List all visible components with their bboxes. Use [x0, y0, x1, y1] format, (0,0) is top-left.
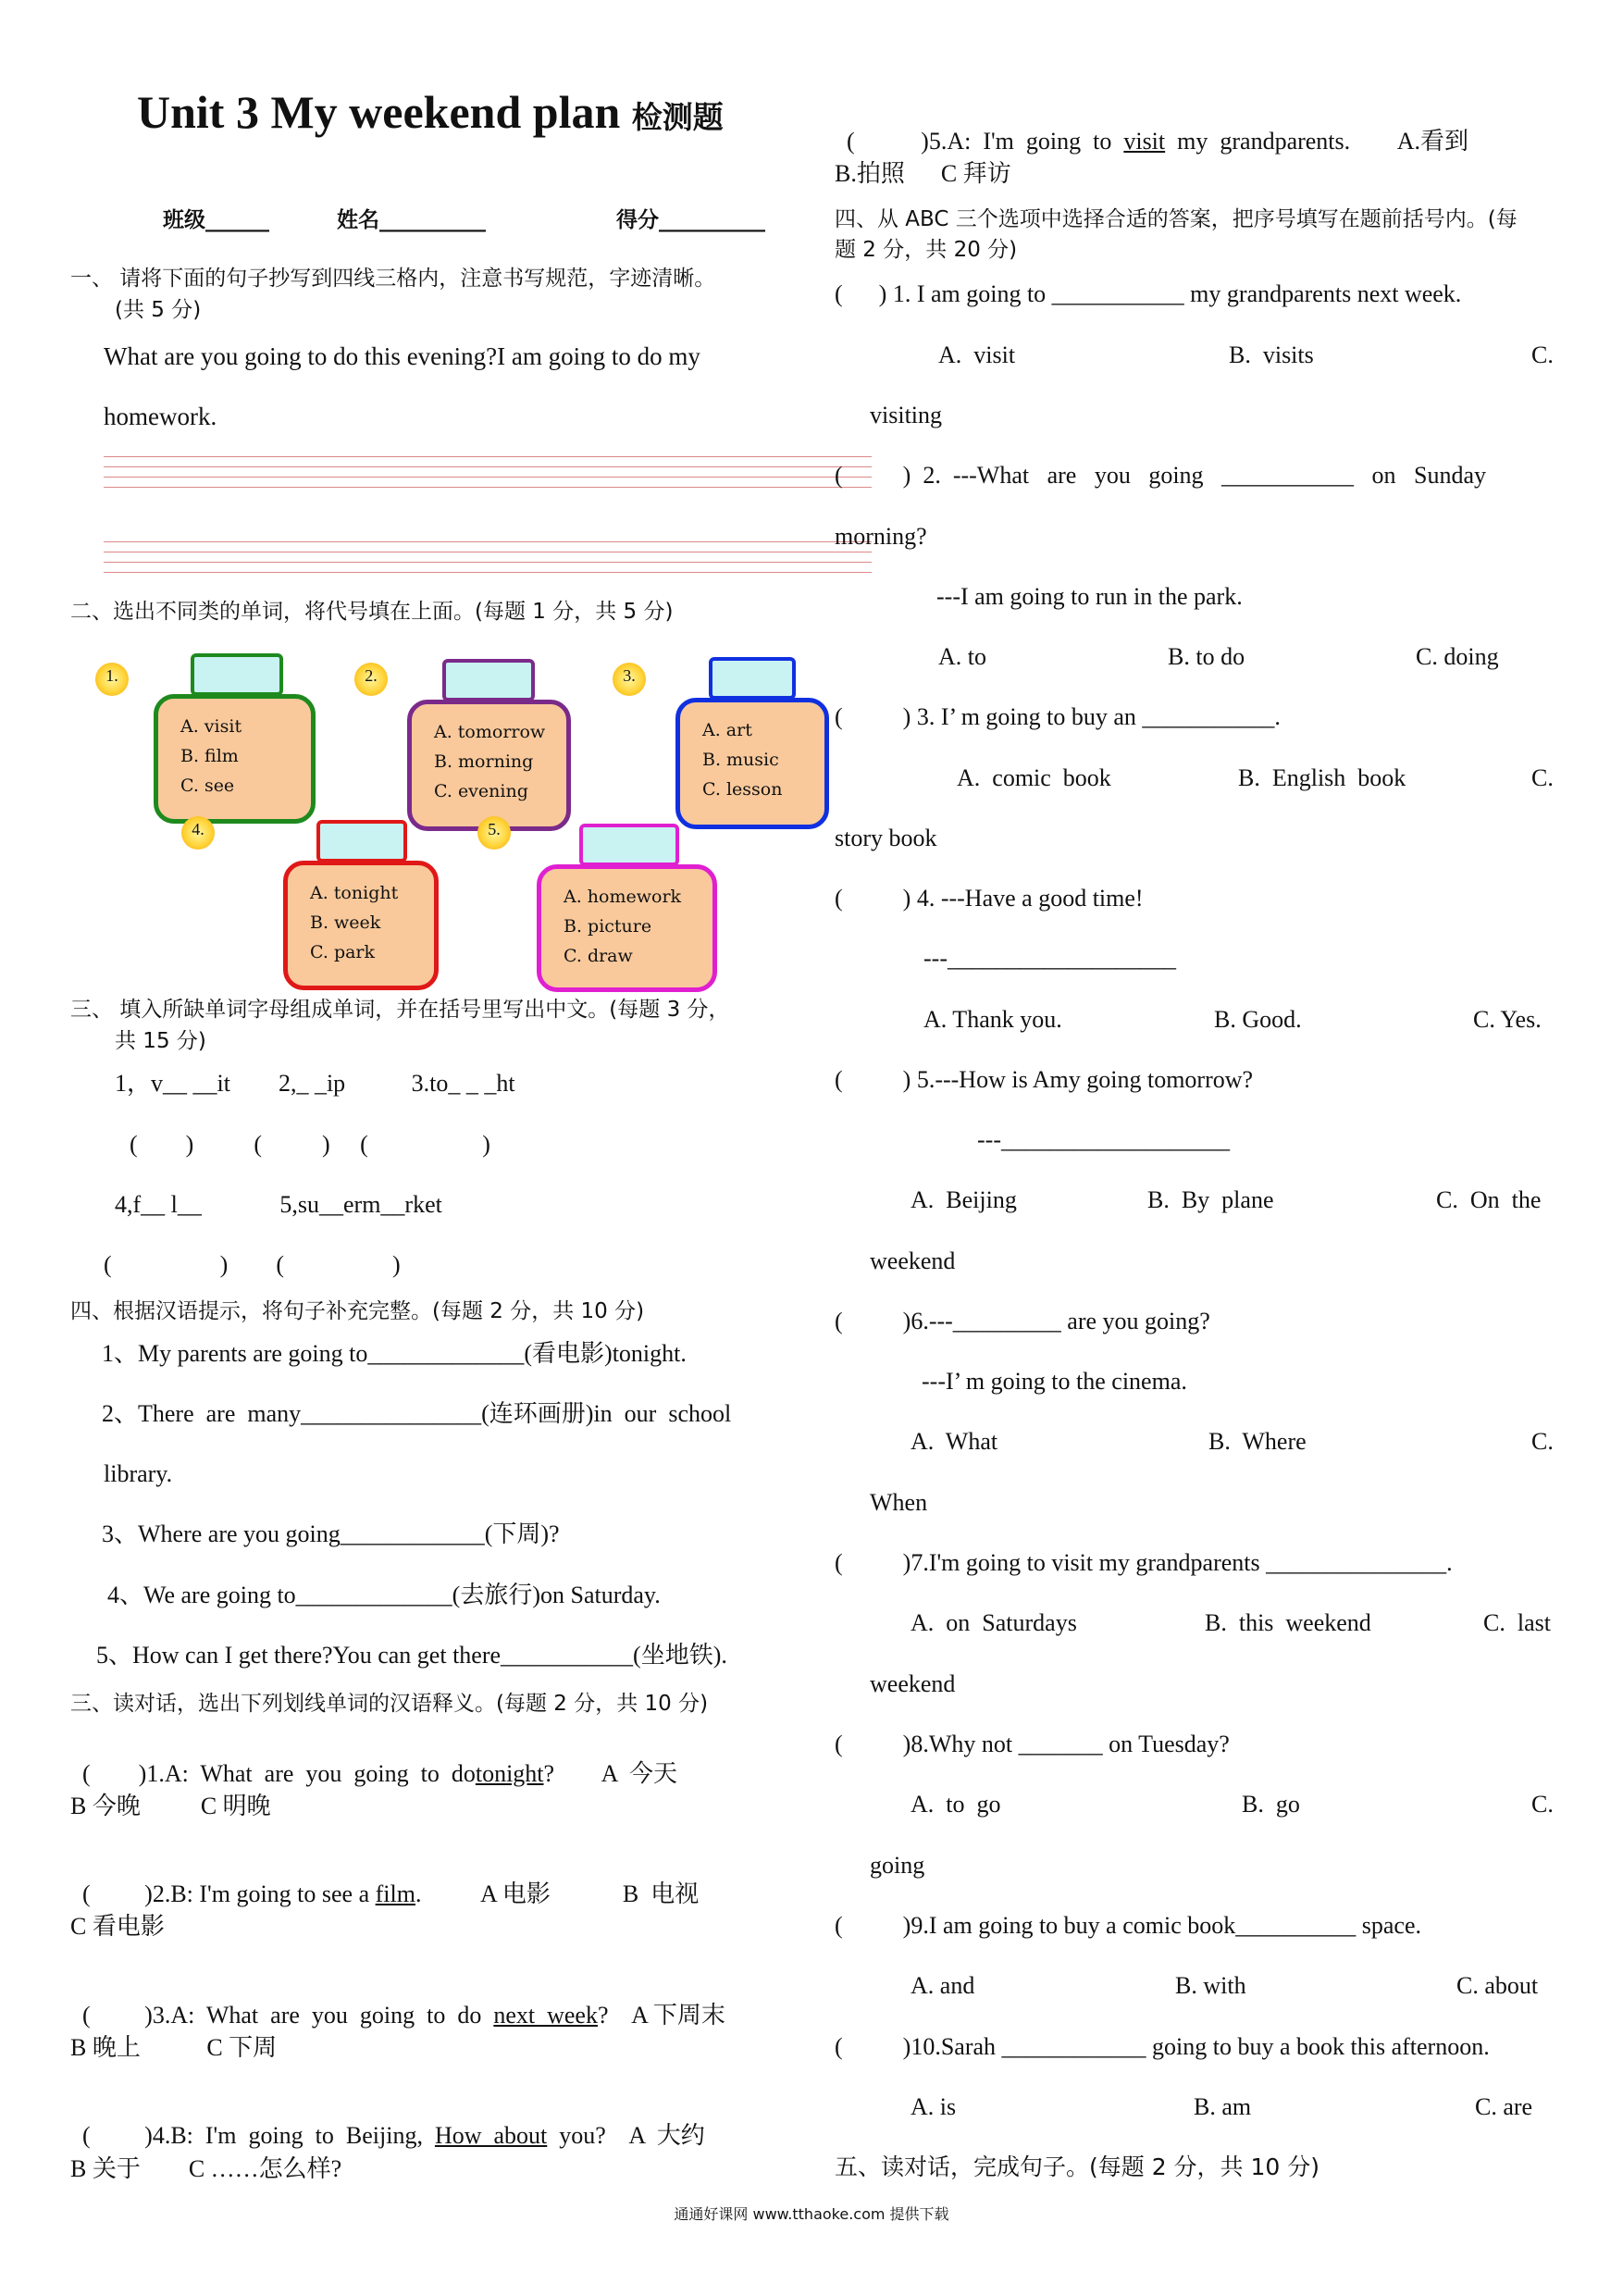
copy-sentence-line-2: homework. [104, 403, 217, 430]
mc-q6-option-c-cont: When [870, 1489, 928, 1516]
mc-q7-option-a[interactable]: A. on Saturdays [911, 1609, 1077, 1636]
mc-q4-option-b[interactable]: B. Good. [1214, 1006, 1302, 1033]
mc-question-2: ( ) 2. ---What are you going ___________ on Sunday [835, 462, 1487, 489]
mc-q9-option-a[interactable]: A. and [911, 1972, 975, 1999]
mc-q6-option-a[interactable]: A. What [911, 1428, 998, 1455]
section-6-heading: 四、从 ABC 三个选项中选择合适的答案，把序号填写在题前括号内。(每 [835, 207, 1518, 231]
sun-icon-5: 5. [477, 816, 511, 850]
page-title: Unit 3 My weekend plan 检测题 [137, 86, 724, 138]
mc-q1-option-b[interactable]: B. visits [1229, 341, 1314, 368]
sun-icon-3: 3. [613, 663, 646, 696]
mc-q9-option-c[interactable]: C. about [1456, 1972, 1539, 1999]
mc-q9-option-b[interactable]: B. with [1175, 1972, 1246, 1999]
mc-question-10: ( )10.Sarah ____________ going to buy a book this afternoon. [835, 2033, 1490, 2060]
mc-q3-option-b[interactable]: B. English book [1238, 764, 1406, 791]
mc-q8-option-c[interactable]: C. [1531, 1791, 1554, 1818]
sun-icon-1: 1. [95, 663, 129, 696]
jar-1-option-b: B. film [180, 746, 239, 766]
sentence-item-2: 2、There are many_______________(连环画册)in our school [102, 1400, 732, 1427]
mc-q6-option-c[interactable]: C. [1531, 1428, 1554, 1455]
sentence-item-2-cont: library. [104, 1460, 173, 1487]
section-6-points: 题 2 分，共 20 分) [835, 238, 1018, 262]
section-3-points: 共 15 分) [115, 1029, 206, 1053]
meaning-question-2-options: C 看电影 [70, 1913, 165, 1940]
mc-question-9: ( )9.I am going to buy a comic book__________ space. [835, 1912, 1421, 1939]
sun-icon-4: 4. [181, 816, 215, 850]
mc-q2-option-c[interactable]: C. doing [1416, 643, 1499, 670]
section-3-heading: 三、 填入所缺单词字母组成单词，并在括号里写出中文。(每题 3 分， [70, 998, 730, 1022]
mc-question-2-cont: morning? [835, 523, 927, 550]
meaning-question-2: ( )2.B: I'm going to see a film. A 电影 B 电视 [82, 1880, 700, 1907]
mc-question-4-blank[interactable]: ---___________________ [923, 945, 1176, 972]
fill-letters-row-1: 1，v__ __it 2,_ _ip 3.to_ _ _ht [115, 1070, 515, 1097]
meaning-question-4: ( )4.B: I'm going to Beijing, How about you? A 大约 [82, 2122, 705, 2149]
copy-sentence-line-1: What are you going to do this evening?I am going to do my [104, 342, 700, 370]
jar-2-option-b: B. morning [434, 751, 534, 772]
sentence-item-1: 1、My parents are going to_____________(看电影)tonight. [102, 1340, 687, 1367]
mc-q5-option-c-cont: weekend [870, 1247, 956, 1274]
sentence-item-5: 5、How can I get there?You can get there___________(坐地铁). [96, 1642, 727, 1669]
mc-question-6-answer: ---I’ m going to the cinema. [922, 1368, 1187, 1395]
mc-q4-option-c[interactable]: C. Yes. [1473, 1006, 1542, 1033]
mc-q8-option-a[interactable]: A. to go [911, 1791, 1001, 1818]
meaning-question-4-options: B 关于 C ……怎么样? [70, 2155, 342, 2182]
fill-letters-row-2-answers[interactable]: ( ) ( ) [104, 1251, 401, 1278]
mc-q2-option-b[interactable]: B. to do [1168, 643, 1245, 670]
mc-question-6: ( )6.---_________ are you going? [835, 1308, 1210, 1334]
mc-question-7: ( )7.I'm going to visit my grandparents _______________. [835, 1549, 1453, 1576]
mc-q8-option-b[interactable]: B. go [1242, 1791, 1300, 1818]
jar-5-option-c: C. draw [564, 946, 633, 966]
mc-q5-option-a[interactable]: A. Beijing [911, 1186, 1017, 1213]
mc-question-5: ( ) 5.---How is Amy going tomorrow? [835, 1066, 1254, 1093]
meaning-question-1-options: B 今晚 C 明晚 [70, 1793, 271, 1819]
jar-3-option-c: C. lesson [702, 779, 783, 800]
mc-q10-option-a[interactable]: A. is [911, 2093, 957, 2120]
jar-5-option-a: A. homework [564, 887, 682, 907]
fill-letters-row-1-answers[interactable]: ( ) ( ) ( ) [130, 1131, 490, 1158]
mc-q1-option-c[interactable]: C. [1531, 341, 1554, 368]
jar-5-option-b: B. picture [564, 916, 652, 937]
sun-icon-2: 2. [354, 663, 388, 696]
mc-q3-option-a[interactable]: A. comic book [957, 764, 1111, 791]
section-2-heading: 二、选出不同类的单词，将代号填在上面。(每题 1 分，共 5 分) [70, 600, 674, 624]
mc-q7-option-b[interactable]: B. this weekend [1205, 1609, 1371, 1636]
mc-q1-option-c-cont: visiting [870, 402, 943, 428]
score-field: 得分__________ [616, 208, 765, 232]
section-1-heading: 一、 请将下面的句子抄写到四线三格内，注意书写规范，字迹清晰。 [70, 267, 716, 291]
mc-q2-option-a[interactable]: A. to [938, 643, 986, 670]
mc-q10-option-b[interactable]: B. am [1194, 2093, 1252, 2120]
mc-q7-option-c-cont: weekend [870, 1670, 956, 1697]
meaning-question-1: ( )1.A: What are you going to dotonight? A 今天 [82, 1760, 677, 1787]
mc-q1-option-a[interactable]: A. visit [938, 341, 1016, 368]
mc-q3-option-c-cont: story book [835, 825, 937, 851]
footer-credit: 通通好课网 www.tthaoke.com 提供下载 [674, 2205, 949, 2223]
mc-q5-option-b[interactable]: B. By plane [1147, 1186, 1274, 1213]
mc-question-5-blank[interactable]: ---___________________ [977, 1126, 1230, 1153]
jar-3-option-b: B. music [702, 750, 779, 770]
mc-q10-option-c[interactable]: C. are [1475, 2093, 1533, 2120]
mc-question-8: ( )8.Why not _______ on Tuesday? [835, 1731, 1230, 1757]
meaning-question-5: ( )5.A: I'm going to visit my grandparents. A.看到 [847, 128, 1468, 155]
mc-q3-option-c[interactable]: C. [1531, 764, 1554, 791]
section-1-points: (共 5 分) [115, 298, 202, 322]
jar-4-option-b: B. week [310, 912, 381, 933]
sentence-item-3: 3、Where are you going____________(下周)? [102, 1520, 560, 1547]
class-field: 班级______ [163, 208, 269, 232]
mc-q5-option-c[interactable]: C. On the [1436, 1186, 1542, 1213]
meaning-question-3-options: B 晚上 C 下周 [70, 2034, 278, 2061]
jar-1-option-c: C. see [180, 776, 235, 796]
mc-question-4: ( ) 4. ---Have a good time! [835, 885, 1144, 912]
mc-question-3: ( ) 3. I’ m going to buy an ___________. [835, 703, 1281, 730]
mc-question-2-answer: ---I am going to run in the park. [936, 583, 1243, 610]
sentence-item-4: 4、We are going to_____________(去旅行)on Saturday. [107, 1582, 661, 1608]
meaning-question-3: ( )3.A: What are you going to do next week? A 下周末 [82, 2002, 725, 2029]
mc-q7-option-c[interactable]: C. last [1483, 1609, 1551, 1636]
name-field: 姓名__________ [337, 208, 486, 232]
jar-2-option-c: C. evening [434, 781, 528, 801]
mc-q6-option-b[interactable]: B. Where [1208, 1428, 1307, 1455]
section-5-heading: 三、读对话，选出下列划线单词的汉语释义。(每题 2 分，共 10 分) [70, 1692, 709, 1716]
mc-question-1: ( ) 1. I am going to ___________ my grandparents next week. [835, 280, 1462, 307]
jar-1-option-a: A. visit [180, 716, 242, 737]
fill-letters-row-2: 4,f__ l__ 5,su__erm__rket [115, 1191, 442, 1218]
section-4-heading: 四、根据汉语提示，将句子补充完整。(每题 2 分，共 10 分) [70, 1299, 645, 1323]
mc-q8-option-c-cont: going [870, 1852, 925, 1879]
jar-2-option-a: A. tomorrow [434, 722, 546, 742]
mc-q4-option-a[interactable]: A. Thank you. [923, 1006, 1062, 1033]
jar-3-option-a: A. art [702, 720, 752, 740]
jar-4-option-c: C. park [310, 942, 376, 962]
meaning-question-5-options: B.拍照 C 拜访 [835, 160, 1011, 187]
section-7-heading: 五、读对话，完成句子。(每题 2 分，共 10 分) [835, 2153, 1320, 2180]
jar-4-option-a: A. tonight [310, 883, 399, 903]
